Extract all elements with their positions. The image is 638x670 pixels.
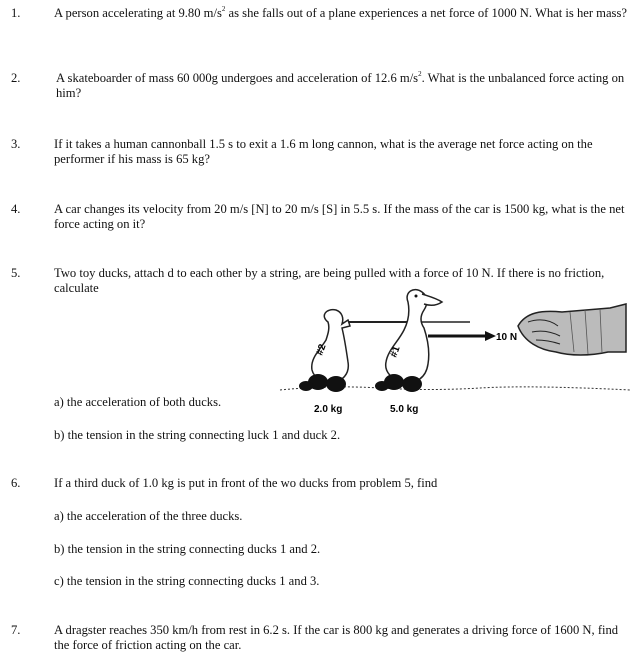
problem-2-text-a: A skateboarder of mass 60 000g undergoes and acceleration of 12.6 m/s — [56, 71, 419, 85]
problem-5-part-a: a) the acceleration of both ducks. — [54, 395, 222, 409]
problem-3-text: If it takes a human cannonball 1.5 s to exit a 1.6 m long cannon, what is the average net force acting on the performer if his mass is 65 kg? — [54, 137, 593, 166]
problem-6-part-b: b) the tension in the string connecting ducks 1 and 2. — [54, 542, 321, 556]
problem-1-number: 1. — [11, 6, 21, 20]
force-label: 10 N — [496, 332, 518, 343]
duck-2 — [299, 310, 350, 392]
problem-6-number: 6. — [11, 476, 21, 490]
problem-5-text: Two toy ducks, attach d to each other by a string, are being pulled with a force of 10 N. If there is no friction, calculate — [54, 266, 605, 295]
problem-4-number: 4. — [11, 202, 21, 216]
problem-1-text-a: A person accelerating at 9.80 m/s — [54, 6, 222, 20]
hand-image — [518, 304, 626, 355]
problem-2-text-b: . What is the unbalanced force acting on him? — [56, 71, 625, 100]
problem-6-part-a: a) the acceleration of the three ducks. — [54, 509, 243, 523]
problem-7-number: 7. — [11, 623, 21, 637]
duck-1 — [375, 290, 442, 392]
problem-1-text-b: as she falls out of a plane experiences a net force of 1000 N. What is her mass? — [225, 6, 627, 20]
problem-5-number: 5. — [11, 266, 21, 280]
problem-2-exponent: 2 — [418, 70, 422, 78]
problem-7-text: A dragster reaches 350 km/h from rest in 6.2 s. If the car is 800 kg and generates a driving force of 1600 N, find the force of friction acting on the car. — [54, 623, 619, 652]
problem-2-number: 2. — [11, 71, 21, 85]
problem-5-part-b: b) the tension in the string connecting luck 1 and duck 2. — [54, 428, 341, 442]
duck-2-mass-label: 2.0 kg — [314, 404, 343, 415]
problem-2-text — [56, 71, 626, 101]
problem-4-text: A car changes its velocity from 20 m/s [N] to 20 m/s [S] in 5.5 s. If the mass of the car is 1500 kg, what is the net force acting on it? — [54, 202, 625, 231]
duck-2-tag: #2 — [314, 342, 329, 358]
problem-1-text — [54, 6, 632, 21]
duck-1-tag: #1 — [388, 344, 403, 360]
problem-1-exponent: 2 — [221, 5, 226, 13]
force-arrow — [428, 331, 496, 341]
duck-1-mass-label: 5.0 kg — [390, 404, 419, 415]
problem-6-part-c: c) the tension in the string connecting ducks 1 and 3. — [54, 574, 320, 588]
problem-6-text: If a third duck of 1.0 kg is put in front of the wo ducks from problem 5, find — [54, 476, 438, 490]
problem-3-number: 3. — [11, 137, 21, 151]
ducks-figure — [270, 282, 632, 422]
